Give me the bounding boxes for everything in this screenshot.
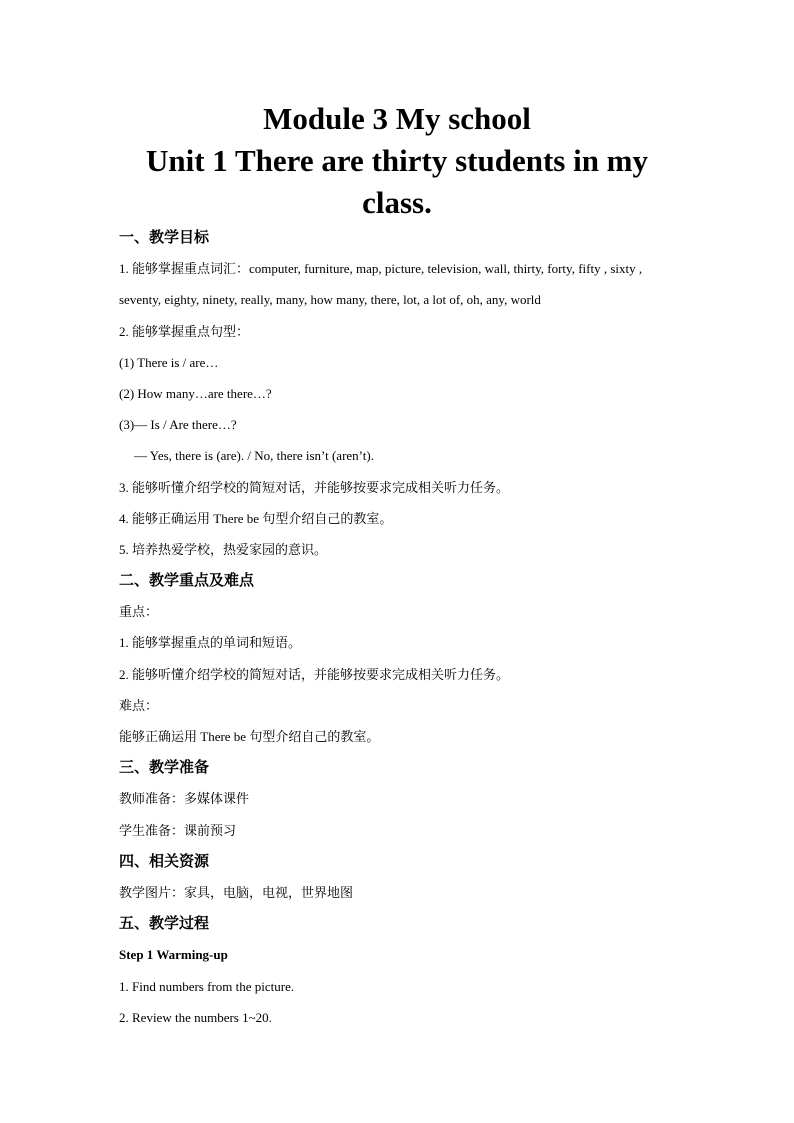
objective-attitude: 5. 培养热爱学校，热爱家园的意识。 bbox=[119, 541, 328, 557]
objective-there-be: 4. 能够正确运用 There be 句型介绍自己的教室。 bbox=[119, 510, 393, 526]
section-heading-resources: 四、相关资源 bbox=[119, 851, 210, 870]
title-unit-continued: class. bbox=[362, 185, 432, 220]
document-body bbox=[119, 222, 719, 1033]
difficulty-1: 能够正确运用 There be 句型介绍自己的教室。 bbox=[119, 729, 380, 744]
section-heading-key-points: 二、教学重点及难点 bbox=[119, 571, 255, 590]
key-point-2: 2. 能够听懂介绍学校的简短对话，并能够按要求完成相关听力任务。 bbox=[119, 666, 510, 682]
objective-sentences: 2. 能够掌握重点句型： bbox=[119, 323, 250, 339]
difficulty-label: 难点： bbox=[119, 697, 159, 713]
objective-vocabulary: 1. 能够掌握重点词汇：computer, furniture, map, picture, television, wall, thirty, forty, fifty , sixty , bbox=[119, 261, 643, 277]
objective-listening: 3. 能够听懂介绍学校的简短对话，并能够按要求完成相关听力任务。 bbox=[119, 479, 510, 495]
title-module: Module 3 My school bbox=[263, 101, 531, 136]
title-unit: Unit 1 There are thirty students in my bbox=[145, 143, 649, 178]
key-points-label: 重点： bbox=[119, 604, 159, 620]
key-point-1: 1. 能够掌握重点的单词和短语。 bbox=[119, 635, 302, 651]
sentence-pattern-3: (3)— Is / Are there…? bbox=[119, 417, 237, 433]
teacher-preparation: 教师准备：多媒体课件 bbox=[119, 791, 250, 807]
step-warming-up: Step 1 Warming-up bbox=[119, 947, 228, 963]
teaching-images: 教学图片：家具，电脑，电视，世界地图 bbox=[119, 884, 354, 900]
section-heading-objectives: 一、教学目标 bbox=[119, 228, 210, 246]
sentence-pattern-1: (1) There is / are… bbox=[119, 354, 219, 370]
section-heading-process: 五、教学过程 bbox=[119, 914, 210, 933]
student-preparation: 学生准备：课前预习 bbox=[119, 822, 237, 838]
sentence-pattern-2: (2) How many…are there…? bbox=[119, 385, 272, 401]
sentence-pattern-3-answer: — Yes, there is (are). / No, there isn’t (aren’t). bbox=[134, 448, 374, 464]
warming-up-item-1: 1. Find numbers from the picture. bbox=[119, 978, 295, 994]
document-title bbox=[0, 98, 794, 224]
objective-vocabulary-continued: seventy, eighty, ninety, really, many, how many, there, lot, a lot of, oh, any, world bbox=[119, 292, 541, 308]
warming-up-item-2: 2. Review the numbers 1~20. bbox=[119, 1009, 272, 1025]
section-heading-preparation: 三、教学准备 bbox=[119, 758, 210, 777]
